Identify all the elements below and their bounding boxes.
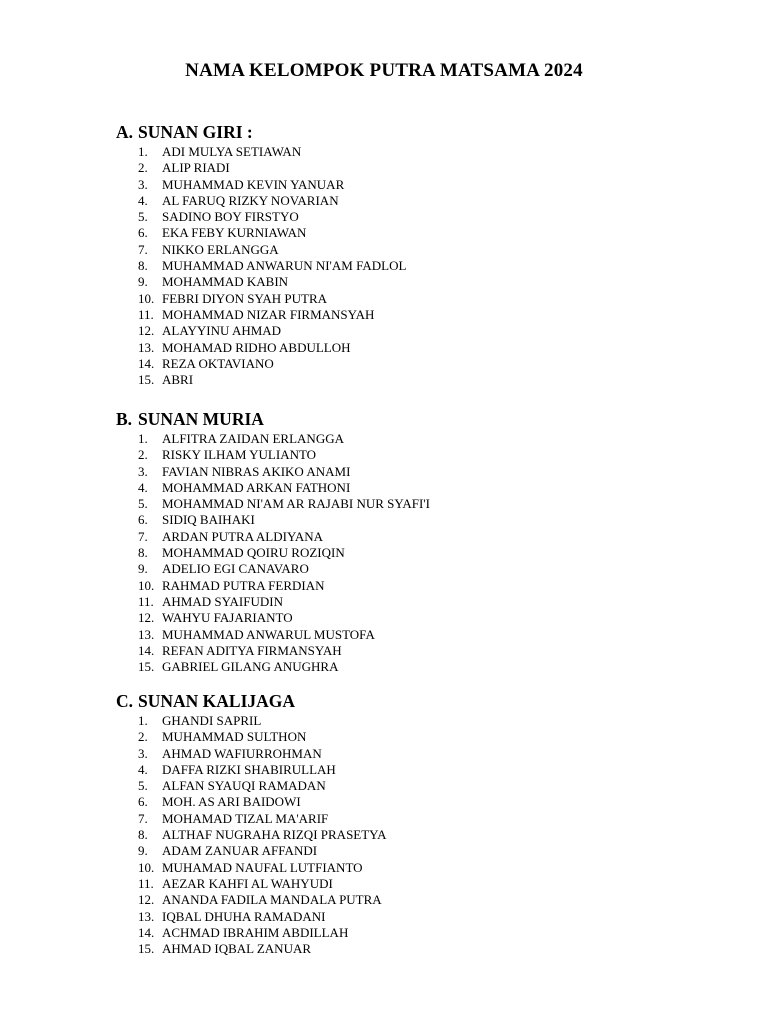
- member-item: [116, 529, 430, 545]
- member-item: [116, 496, 430, 512]
- member-number: 8.: [138, 258, 148, 274]
- member-number: 15.: [138, 941, 155, 957]
- member-item: [116, 794, 387, 810]
- member-list: [116, 431, 430, 675]
- member-name: ALFAN SYAUQI RAMADAN: [162, 778, 326, 794]
- member-name: ACHMAD IBRAHIM ABDILLAH: [162, 924, 349, 940]
- member-name: ARDAN PUTRA ALDIYANA: [162, 528, 324, 544]
- member-name: AHMAD IQBAL ZANUAR: [162, 941, 312, 957]
- member-name: MUHAMMAD SULTHON: [162, 729, 307, 745]
- member-name: AHMAD WAFIURROHMAN: [162, 745, 322, 761]
- member-item: [116, 225, 406, 241]
- member-number: 14.: [138, 924, 155, 940]
- member-number: 12.: [138, 610, 155, 626]
- member-name: ALTHAF NUGRAHA RIZQI PRASETYA: [162, 827, 387, 843]
- member-item: [116, 643, 430, 659]
- member-name: AHMAD SYAIFUDIN: [162, 593, 283, 609]
- member-number: 2.: [138, 729, 148, 745]
- member-item: [116, 561, 430, 577]
- member-name: NIKKO ERLANGGA: [162, 241, 279, 257]
- group-sunan-kalijaga: [116, 689, 387, 957]
- member-name: MOHAMMAD NI'AM AR RAJABI NUR SYAFI'I: [162, 496, 430, 512]
- member-item: [116, 356, 406, 372]
- member-item: [116, 909, 387, 925]
- member-number: 5.: [138, 778, 148, 794]
- member-number: 2.: [138, 160, 148, 176]
- member-number: 15.: [138, 659, 155, 675]
- member-item: [116, 372, 406, 388]
- document-title: NAMA KELOMPOK PUTRA MATSAMA 2024: [185, 60, 583, 81]
- member-item: [116, 827, 387, 843]
- member-name: FEBRI DIYON SYAH PUTRA: [162, 290, 328, 306]
- group-sunan-giri: [116, 120, 406, 388]
- member-name: MOHAMAD TIZAL MA'ARIF: [162, 810, 329, 826]
- member-number: 6.: [138, 794, 148, 810]
- member-item: [116, 160, 406, 176]
- member-item: [116, 892, 387, 908]
- member-item: [116, 340, 406, 356]
- group-name: SUNAN KALIJAGA: [138, 691, 296, 711]
- member-item: [116, 193, 406, 209]
- member-number: 13.: [138, 339, 155, 355]
- member-item: [116, 274, 406, 290]
- member-name: REZA OKTAVIANO: [162, 355, 274, 371]
- member-name: MUHAMAD NAUFAL LUTFIANTO: [162, 859, 363, 875]
- member-name: GABRIEL GILANG ANUGHRA: [162, 659, 339, 675]
- member-name: MUHAMMAD KEVIN YANUAR: [162, 176, 345, 192]
- group-sunan-muria: [116, 407, 430, 675]
- member-number: 4.: [138, 192, 148, 208]
- member-name: DAFFA RIZKI SHABIRULLAH: [162, 761, 336, 777]
- member-item: [116, 627, 430, 643]
- member-item: [116, 258, 406, 274]
- member-number: 13.: [138, 908, 155, 924]
- member-name: MOH. AS ARI BAIDOWI: [162, 794, 301, 810]
- member-name: MOHAMAD RIDHO ABDULLOH: [162, 339, 351, 355]
- member-name: WAHYU FAJARIANTO: [162, 610, 293, 626]
- member-item: [116, 545, 430, 561]
- member-number: 1.: [138, 431, 148, 446]
- member-number: 10.: [138, 859, 155, 875]
- member-number: 14.: [138, 642, 155, 658]
- member-number: 4.: [138, 761, 148, 777]
- member-number: 12.: [138, 892, 155, 908]
- member-number: 11.: [138, 593, 154, 609]
- member-name: ALIP RIADI: [162, 160, 230, 176]
- member-number: 11.: [138, 875, 154, 891]
- member-number: 7.: [138, 528, 148, 544]
- member-number: 5.: [138, 209, 148, 225]
- member-name: ADELIO EGI CANAVARO: [162, 561, 309, 577]
- member-item: [116, 713, 387, 729]
- member-name: MUHAMMAD ANWARUL MUSTOFA: [162, 626, 375, 642]
- member-number: 4.: [138, 479, 148, 495]
- member-item: [116, 925, 387, 941]
- member-name: RAHMAD PUTRA FERDIAN: [162, 577, 325, 593]
- member-name: MUHAMMAD ANWARUN NI'AM FADLOL: [162, 258, 407, 274]
- member-name: SIDIQ BAIHAKI: [162, 512, 255, 528]
- member-item: [116, 659, 430, 675]
- member-item: [116, 860, 387, 876]
- member-name: REFAN ADITYA FIRMANSYAH: [162, 642, 342, 658]
- member-list: [116, 713, 387, 957]
- member-item: [116, 811, 387, 827]
- member-number: 10.: [138, 290, 155, 306]
- member-name: ALFITRA ZAIDAN ERLANGGA: [162, 431, 344, 446]
- member-name: MOHAMMAD NIZAR FIRMANSYAH: [162, 306, 375, 322]
- member-item: [116, 464, 430, 480]
- member-item: [116, 291, 406, 307]
- group-name: SUNAN MURIA: [138, 409, 264, 429]
- member-number: 10.: [138, 577, 155, 593]
- member-name: ABRI: [162, 372, 194, 388]
- member-number: 9.: [138, 274, 148, 290]
- member-item: [116, 144, 406, 160]
- member-number: 15.: [138, 372, 155, 388]
- member-number: 7.: [138, 810, 148, 826]
- group-heading: [116, 120, 406, 144]
- member-name: AEZAR KAHFI AL WAHYUDI: [162, 875, 333, 891]
- member-name: MOHAMMAD QOIRU ROZIQIN: [162, 545, 345, 561]
- member-number: 2.: [138, 447, 148, 463]
- member-list: [116, 144, 406, 388]
- member-item: [116, 431, 430, 447]
- member-item: [116, 323, 406, 339]
- member-name: ANANDA FADILA MANDALA PUTRA: [162, 892, 382, 908]
- group-letter: C.: [116, 691, 134, 711]
- member-name: MOHAMMAD KABIN: [162, 274, 289, 290]
- member-item: [116, 307, 406, 323]
- member-item: [116, 447, 430, 463]
- group-letter: A.: [116, 122, 134, 142]
- member-item: [116, 512, 430, 528]
- member-name: AL FARUQ RIZKY NOVARIAN: [162, 192, 339, 208]
- member-item: [116, 941, 387, 957]
- member-item: [116, 480, 430, 496]
- member-number: 3.: [138, 463, 148, 479]
- member-item: [116, 177, 406, 193]
- member-number: 13.: [138, 626, 155, 642]
- member-number: 9.: [138, 843, 148, 859]
- member-item: [116, 729, 387, 745]
- member-item: [116, 778, 387, 794]
- member-number: 8.: [138, 545, 148, 561]
- member-name: GHANDI SAPRIL: [162, 713, 262, 728]
- member-item: [116, 843, 387, 859]
- member-item: [116, 209, 406, 225]
- member-name: MOHAMMAD ARKAN FATHONI: [162, 479, 351, 495]
- member-name: RISKY ILHAM YULIANTO: [162, 447, 317, 463]
- member-number: 6.: [138, 512, 148, 528]
- member-number: 11.: [138, 306, 154, 322]
- member-number: 9.: [138, 561, 148, 577]
- member-name: FAVIAN NIBRAS AKIKO ANAMI: [162, 463, 351, 479]
- member-number: 1.: [138, 144, 148, 159]
- member-number: 7.: [138, 241, 148, 257]
- member-item: [116, 876, 387, 892]
- member-name: EKA FEBY KURNIAWAN: [162, 225, 307, 241]
- member-number: 6.: [138, 225, 148, 241]
- member-number: 14.: [138, 355, 155, 371]
- member-name: IQBAL DHUHA RAMADANI: [162, 908, 326, 924]
- member-item: [116, 594, 430, 610]
- group-letter: B.: [116, 409, 133, 429]
- member-name: SADINO BOY FIRSTYO: [162, 209, 299, 225]
- member-number: 3.: [138, 745, 148, 761]
- member-name: ADAM ZANUAR AFFANDI: [162, 843, 318, 859]
- member-name: ADI MULYA SETIAWAN: [162, 144, 302, 159]
- member-number: 1.: [138, 713, 148, 728]
- member-item: [116, 242, 406, 258]
- group-name: SUNAN GIRI :: [138, 122, 253, 142]
- member-number: 12.: [138, 323, 155, 339]
- group-heading: [116, 689, 387, 713]
- member-number: 8.: [138, 827, 148, 843]
- group-heading: [116, 407, 430, 431]
- member-number: 5.: [138, 496, 148, 512]
- member-number: 3.: [138, 176, 148, 192]
- member-name: ALAYYINU AHMAD: [162, 323, 282, 339]
- member-item: [116, 746, 387, 762]
- member-item: [116, 610, 430, 626]
- member-item: [116, 578, 430, 594]
- member-item: [116, 762, 387, 778]
